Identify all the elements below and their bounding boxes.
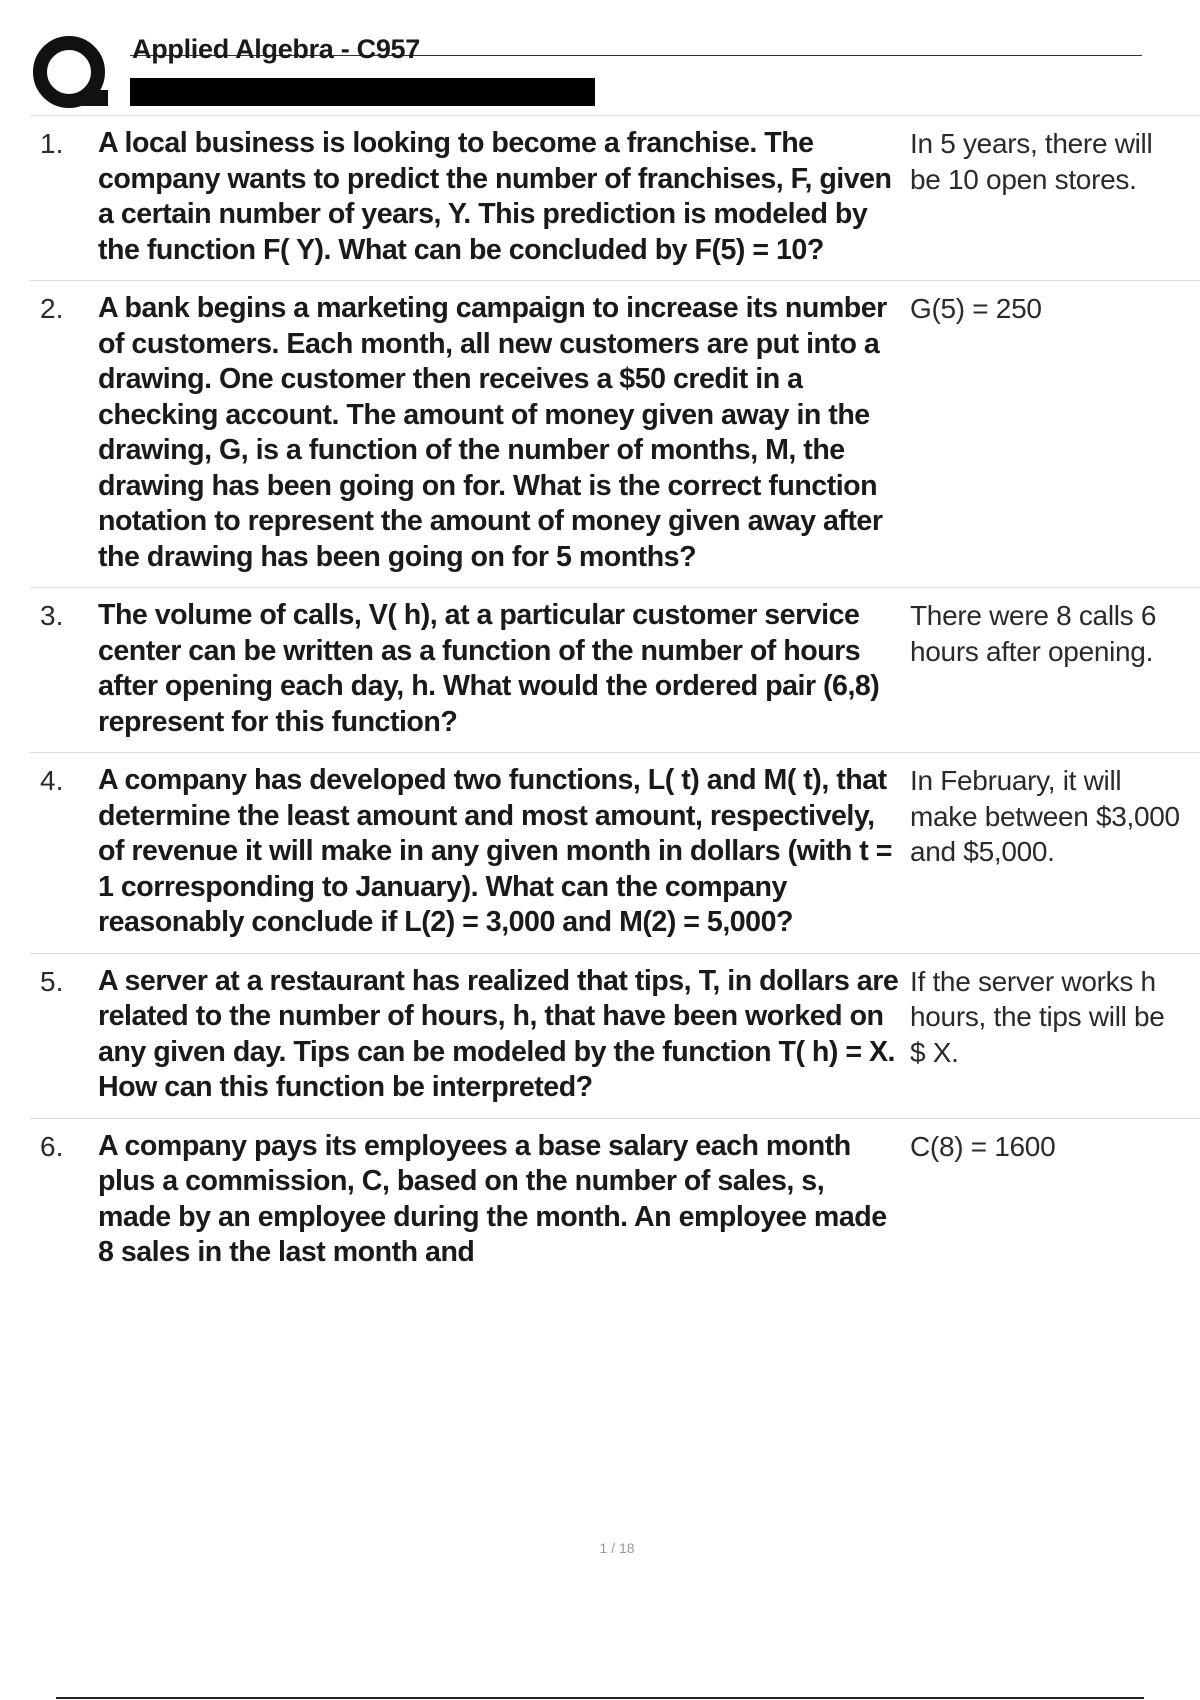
question-item (30, 588, 1200, 753)
question-number: 1. (40, 128, 64, 159)
page-number: 1 / 18 (599, 1540, 635, 1556)
question-text: A company has developed two functions, L( t) and M( t), that determine the least amount and most amount, respectively, of revenue it will make in any given month in dollars (with t = 1 corresponding to January). What can the company reasonably conclude if L(2) = 3,000 and M(2) = 5,000? (98, 764, 892, 938)
footer-rule (56, 1697, 1144, 1699)
question-list (30, 116, 1200, 1283)
question-text: A bank begins a marketing campaign to increase its number of customers. Each month, all new customers are put into a drawing. One customer then receives a $50 credit in a checking account. The amount of money given away in the drawing, G, is a function of the number of months, M, the drawing has been going on for. What is the correct function notation to represent the amount of money given away after the drawing has been going on for 5 months? (98, 292, 887, 573)
question-item (30, 281, 1200, 588)
question-text: A company pays its employees a base salary each month plus a commission, C, based on the number of sales, s, made by an employee during the month. An employee made 8 sales in the last month and (98, 1129, 887, 1268)
answer-text: G(5) = 250 (910, 293, 1042, 324)
question-number: 6. (40, 1130, 64, 1162)
question-item (30, 1119, 1200, 1283)
question-text: A server at a restaurant has realized that tips, T, in dollars are related to the number of hours, h, that have been worked on any given day. Tips can be modeled by the function T( h) = X. How can this function be interpreted? (98, 964, 899, 1103)
quizlet-q-logo-icon (30, 34, 112, 114)
document-title: Applied Algebra - C957 (132, 34, 420, 64)
answer-text: C(8) = 1600 (910, 1130, 1056, 1162)
redaction-bar (130, 78, 595, 106)
question-number: 3. (40, 600, 64, 631)
answer-text: There were 8 calls 6 hours after opening. (910, 600, 1157, 667)
answer-text: In February, it will make between $3,000 and $5,000. (910, 765, 1180, 867)
answer-text: If the server works h hours, the tips will be $ X. (910, 965, 1165, 1068)
question-item (30, 753, 1200, 954)
question-text: A local business is looking to become a franchise. The company wants to predict the number of franchises, F, given a certain number of years, Y. This prediction is modeled by the function F( Y). What can be concluded by F(5) = 10? (98, 127, 892, 266)
answer-text: In 5 years, there will be 10 open stores. (910, 128, 1153, 195)
question-number: 5. (40, 965, 64, 997)
question-item (30, 116, 1200, 281)
question-text: The volume of calls, V( h), at a particular customer service center can be written as a function of the number of hours after opening each day, h. What would the ordered pair (6,8) represent for this function? (98, 599, 880, 738)
question-number: 4. (40, 765, 64, 796)
document-header (30, 32, 1142, 112)
question-number: 2. (40, 293, 64, 324)
question-item (30, 954, 1200, 1119)
